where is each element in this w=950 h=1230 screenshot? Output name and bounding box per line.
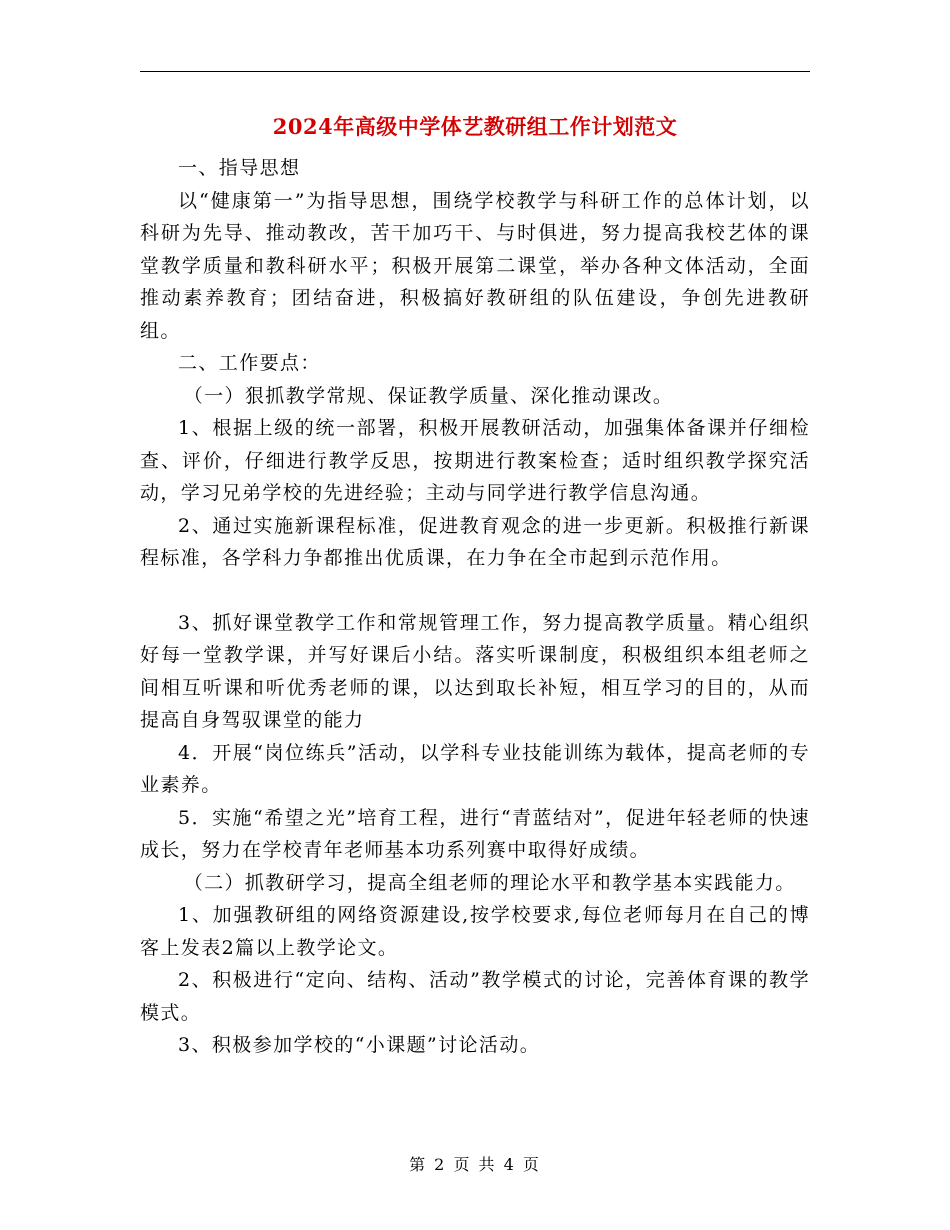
section-heading-guiding-ideology: 一、指导思想 — [178, 157, 301, 179]
subsection-heading-2: （二）抓教研学习，提高全组老师的理论水平和教学基本实践能力。 — [183, 871, 796, 894]
paragraph-item-2-3: 3、积极参加学校的“小课题”讨论活动。 — [178, 1034, 541, 1056]
subsection-heading-1: （一）狠抓教学常规、保证教学质量、深化推动课改。 — [183, 384, 674, 407]
document-body — [140, 152, 810, 1062]
page-number-footer: 第 2 页 共 4 页 — [409, 1155, 541, 1174]
paragraph-item-1-3: 3、抓好课堂教学工作和常规管理工作，努力提高教学质量。精心组织好每一堂教学课，并写好课后小结。落实听课制度，积极组织本组老师之间相互听课和听优秀老师的课，以达到取长补短，相互学习的目的，从而提高自身驾驭课堂的能力 — [140, 611, 810, 731]
paragraph-item-1-2: 2、通过实施新课程标准，促进教育观念的进一步更新。积极推行新课程标准，各学科力争都推出优质课，在力争在全市起到示范作用。 — [140, 514, 810, 569]
paragraph-guiding-ideology: 以“健康第一”为指导思想，围绕学校教学与科研工作的总体计划，以科研为先导、推动教改，苦干加巧干、与时俱进，努力提高我校艺体的课堂教学质量和教科研水平；积极开展第二课堂，举办各种文体活动，全面推动素养教育；团结奋进，积极搞好教研组的队伍建设，争创先进教研组。 — [140, 189, 810, 342]
document-title: 2024年高级中学体艺教研组工作计划范文 — [272, 114, 678, 139]
section-heading-work-points: 二、工作要点： — [178, 352, 321, 374]
paragraph-item-1-5: 5．实施“希望之光”培育工程，进行“青蓝结对”，促进年轻老师的快速成长，努力在学校青年老师基本功系列赛中取得好成绩。 — [140, 806, 810, 861]
header-rule — [140, 71, 810, 72]
paragraph-item-2-1: 1、加强教研组的网络资源建设,按学校要求,每位老师每月在自己的博客上发表2篇以上教学论文。 — [140, 904, 810, 959]
paragraph-item-1-1: 1、根据上级的统一部署，积极开展教研活动，加强集体备课并仔细检查、评价，仔细进行教学反思，按期进行教案检查；适时组织教学探究活动，学习兄弟学校的先进经验；主动与同学进行教学信息沟通。 — [140, 417, 810, 504]
paragraph-item-1-4: 4．开展“岗位练兵”活动，以学科专业技能训练为载体，提高老师的专业素养。 — [140, 741, 810, 796]
paragraph-item-2-2: 2、积极进行“定向、结构、活动”教学模式的讨论，完善体育课的教学模式。 — [140, 969, 810, 1024]
